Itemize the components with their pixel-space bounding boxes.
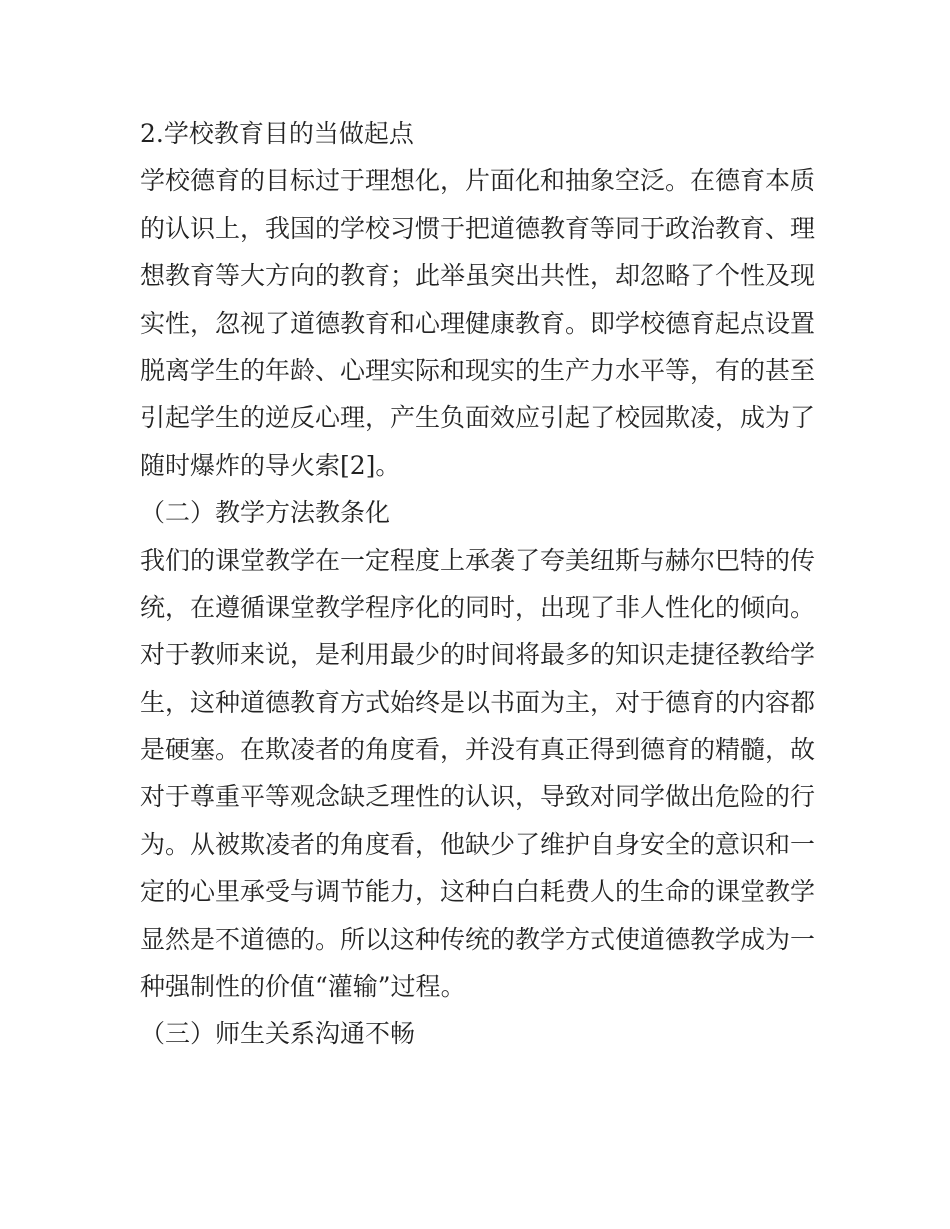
section-san-heading: （三）师生关系沟通不畅 bbox=[140, 1019, 416, 1049]
paragraph-line: 显然是不道德的。所以这种传统的教学方式使道德教学成为一 bbox=[140, 924, 816, 954]
section-er-paragraph bbox=[140, 537, 815, 1011]
paragraph-line: 统，在遵循课堂教学程序化的同时，出现了非人性化的倾向。 bbox=[140, 592, 816, 622]
paragraph-line: 定的心里承受与调节能力，这种白白耗费人的生命的课堂教学 bbox=[140, 877, 816, 907]
paragraph-line: 脱离学生的年龄、心理实际和现实的生产力水平等，有的甚至 bbox=[140, 355, 816, 385]
paragraph-line: 的认识上，我国的学校习惯于把道德教育等同于政治教育、理 bbox=[140, 213, 816, 243]
paragraph-line: 随时爆炸的导火索[2]。 bbox=[140, 450, 401, 480]
paragraph-line: 我们的课堂教学在一定程度上承袭了夸美纽斯与赫尔巴特的传 bbox=[140, 545, 816, 575]
section-2-paragraph bbox=[140, 157, 815, 489]
paragraph-line: 种强制性的价值“灌输”过程。 bbox=[140, 972, 466, 1002]
paragraph-line: 对于尊重平等观念缺乏理性的认识，导致对同学做出危险的行 bbox=[140, 782, 816, 812]
paragraph-line: 生，这种道德教育方式始终是以书面为主，对于德育的内容都 bbox=[140, 687, 816, 717]
paragraph-line: 学校德育的目标过于理想化，片面化和抽象空泛。在德育本质 bbox=[140, 166, 816, 196]
paragraph-line: 是硬塞。在欺凌者的角度看，并没有真正得到德育的精髓，故 bbox=[140, 735, 816, 765]
paragraph-line: 想教育等大方向的教育；此举虽突出共性，却忽略了个性及现 bbox=[140, 261, 816, 291]
paragraph-line: 引起学生的逆反心理，产生负面效应引起了校园欺凌，成为了 bbox=[140, 403, 816, 433]
section-er-heading: （二）教学方法教条化 bbox=[140, 498, 391, 528]
section-2-heading: 2.学校教育目的当做起点 bbox=[140, 119, 414, 148]
paragraph-line: 为。从被欺凌者的角度看，他缺少了维护自身安全的意识和一 bbox=[140, 829, 816, 859]
document-page bbox=[140, 110, 815, 1058]
paragraph-line: 实性，忽视了道德教育和心理健康教育。即学校德育起点设置 bbox=[140, 308, 816, 338]
paragraph-line: 对于教师来说，是利用最少的时间将最多的知识走捷径教给学 bbox=[140, 640, 816, 670]
